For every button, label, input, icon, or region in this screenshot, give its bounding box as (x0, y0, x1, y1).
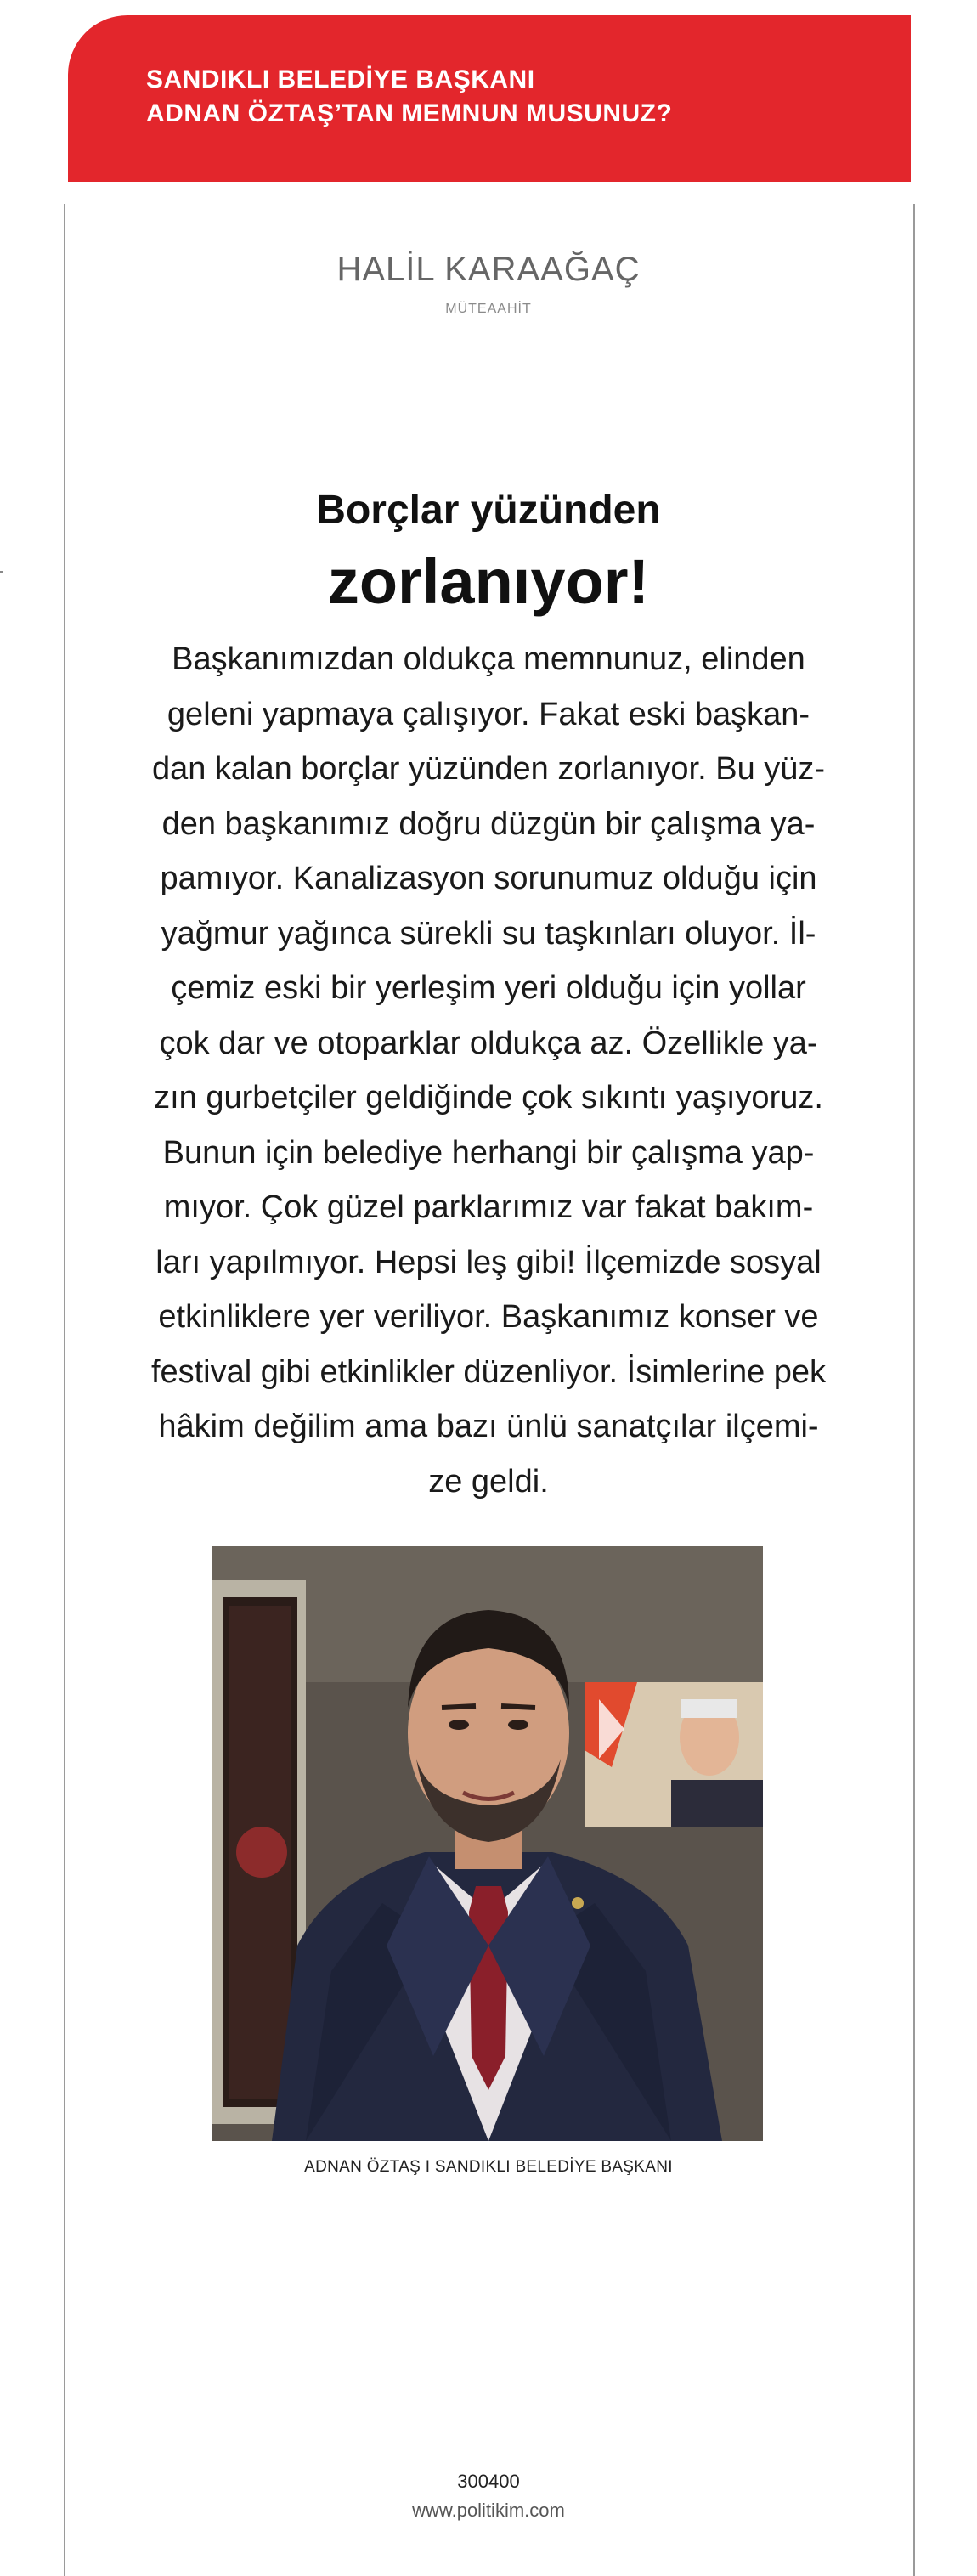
header-banner (68, 15, 911, 182)
author-role: MÜTEAAHİT (445, 302, 532, 316)
article-body-line: hâkim değilim ama bazı ünlü sanatçılar ilçemi- (158, 1409, 819, 1444)
article-body-line: Başkanımızdan oldukça memnunuz, elinden (172, 641, 805, 677)
article-body-line: mıyor. Çok güzel parklarımız var fakat bakım- (163, 1189, 814, 1225)
portrait-photo (212, 1546, 763, 2141)
article-body-line: yağmur yağınca sürekli su taşkınları oluyor. İl- (161, 915, 816, 952)
headline-line-2: zorlanıyor! (327, 546, 650, 617)
website-url: www.politikim.com (412, 2500, 565, 2521)
article-body-line: zın gurbetçiler geldiğinde çok sıkıntı yaşıyoruz. (154, 1080, 823, 1116)
ad-code: 300400 (457, 2471, 520, 2492)
article-body-line: çok dar ve otoparklar oldukça az. Özellikle ya- (159, 1025, 818, 1061)
article-body-line: etkinliklere yer veriliyor. Başkanımız konser ve (158, 1299, 819, 1335)
banner-title-line-2: ADNAN ÖZTAŞ’TAN MEMNUN MUSUNUZ? (146, 99, 673, 127)
author-name: HALİL KARAAĞAÇ (336, 251, 641, 288)
article-body (140, 632, 837, 1509)
article-body-line: ları yapılmıyor. Hepsi leş gibi! İlçemizde sosyal (155, 1244, 822, 1280)
article-body-line: ze geldi. (428, 1463, 549, 1500)
article-body-line: Bunun için belediye herhangi bir çalışma yap- (162, 1134, 815, 1171)
article-body-line: dan kalan borçlar yüzünden zorlanıyor. Bu yüz- (151, 751, 826, 787)
article-body-line: pamıyor. Kanalizasyon sorunumuz olduğu için (160, 861, 817, 896)
photo-caption: ADNAN ÖZTAŞ I SANDIKLI BELEDİYE BAŞKANI (304, 2158, 673, 2176)
article-body-line: den başkanımız doğru düzgün bir çalışma ya- (161, 805, 816, 842)
article-body-line: geleni yapmaya çalışıyor. Fakat eski başkan- (167, 696, 810, 732)
article-body-line: festival gibi etkinlikler düzenliyor. İsimlerine pek (150, 1353, 827, 1390)
banner-title-line-1: SANDIKLI BELEDİYE BAŞKANI (146, 65, 535, 93)
article-body-line: çemiz eski bir yerleşim yeri olduğu için yollar (171, 970, 806, 1006)
headline-line-1: Borçlar yüzünden (316, 488, 661, 533)
